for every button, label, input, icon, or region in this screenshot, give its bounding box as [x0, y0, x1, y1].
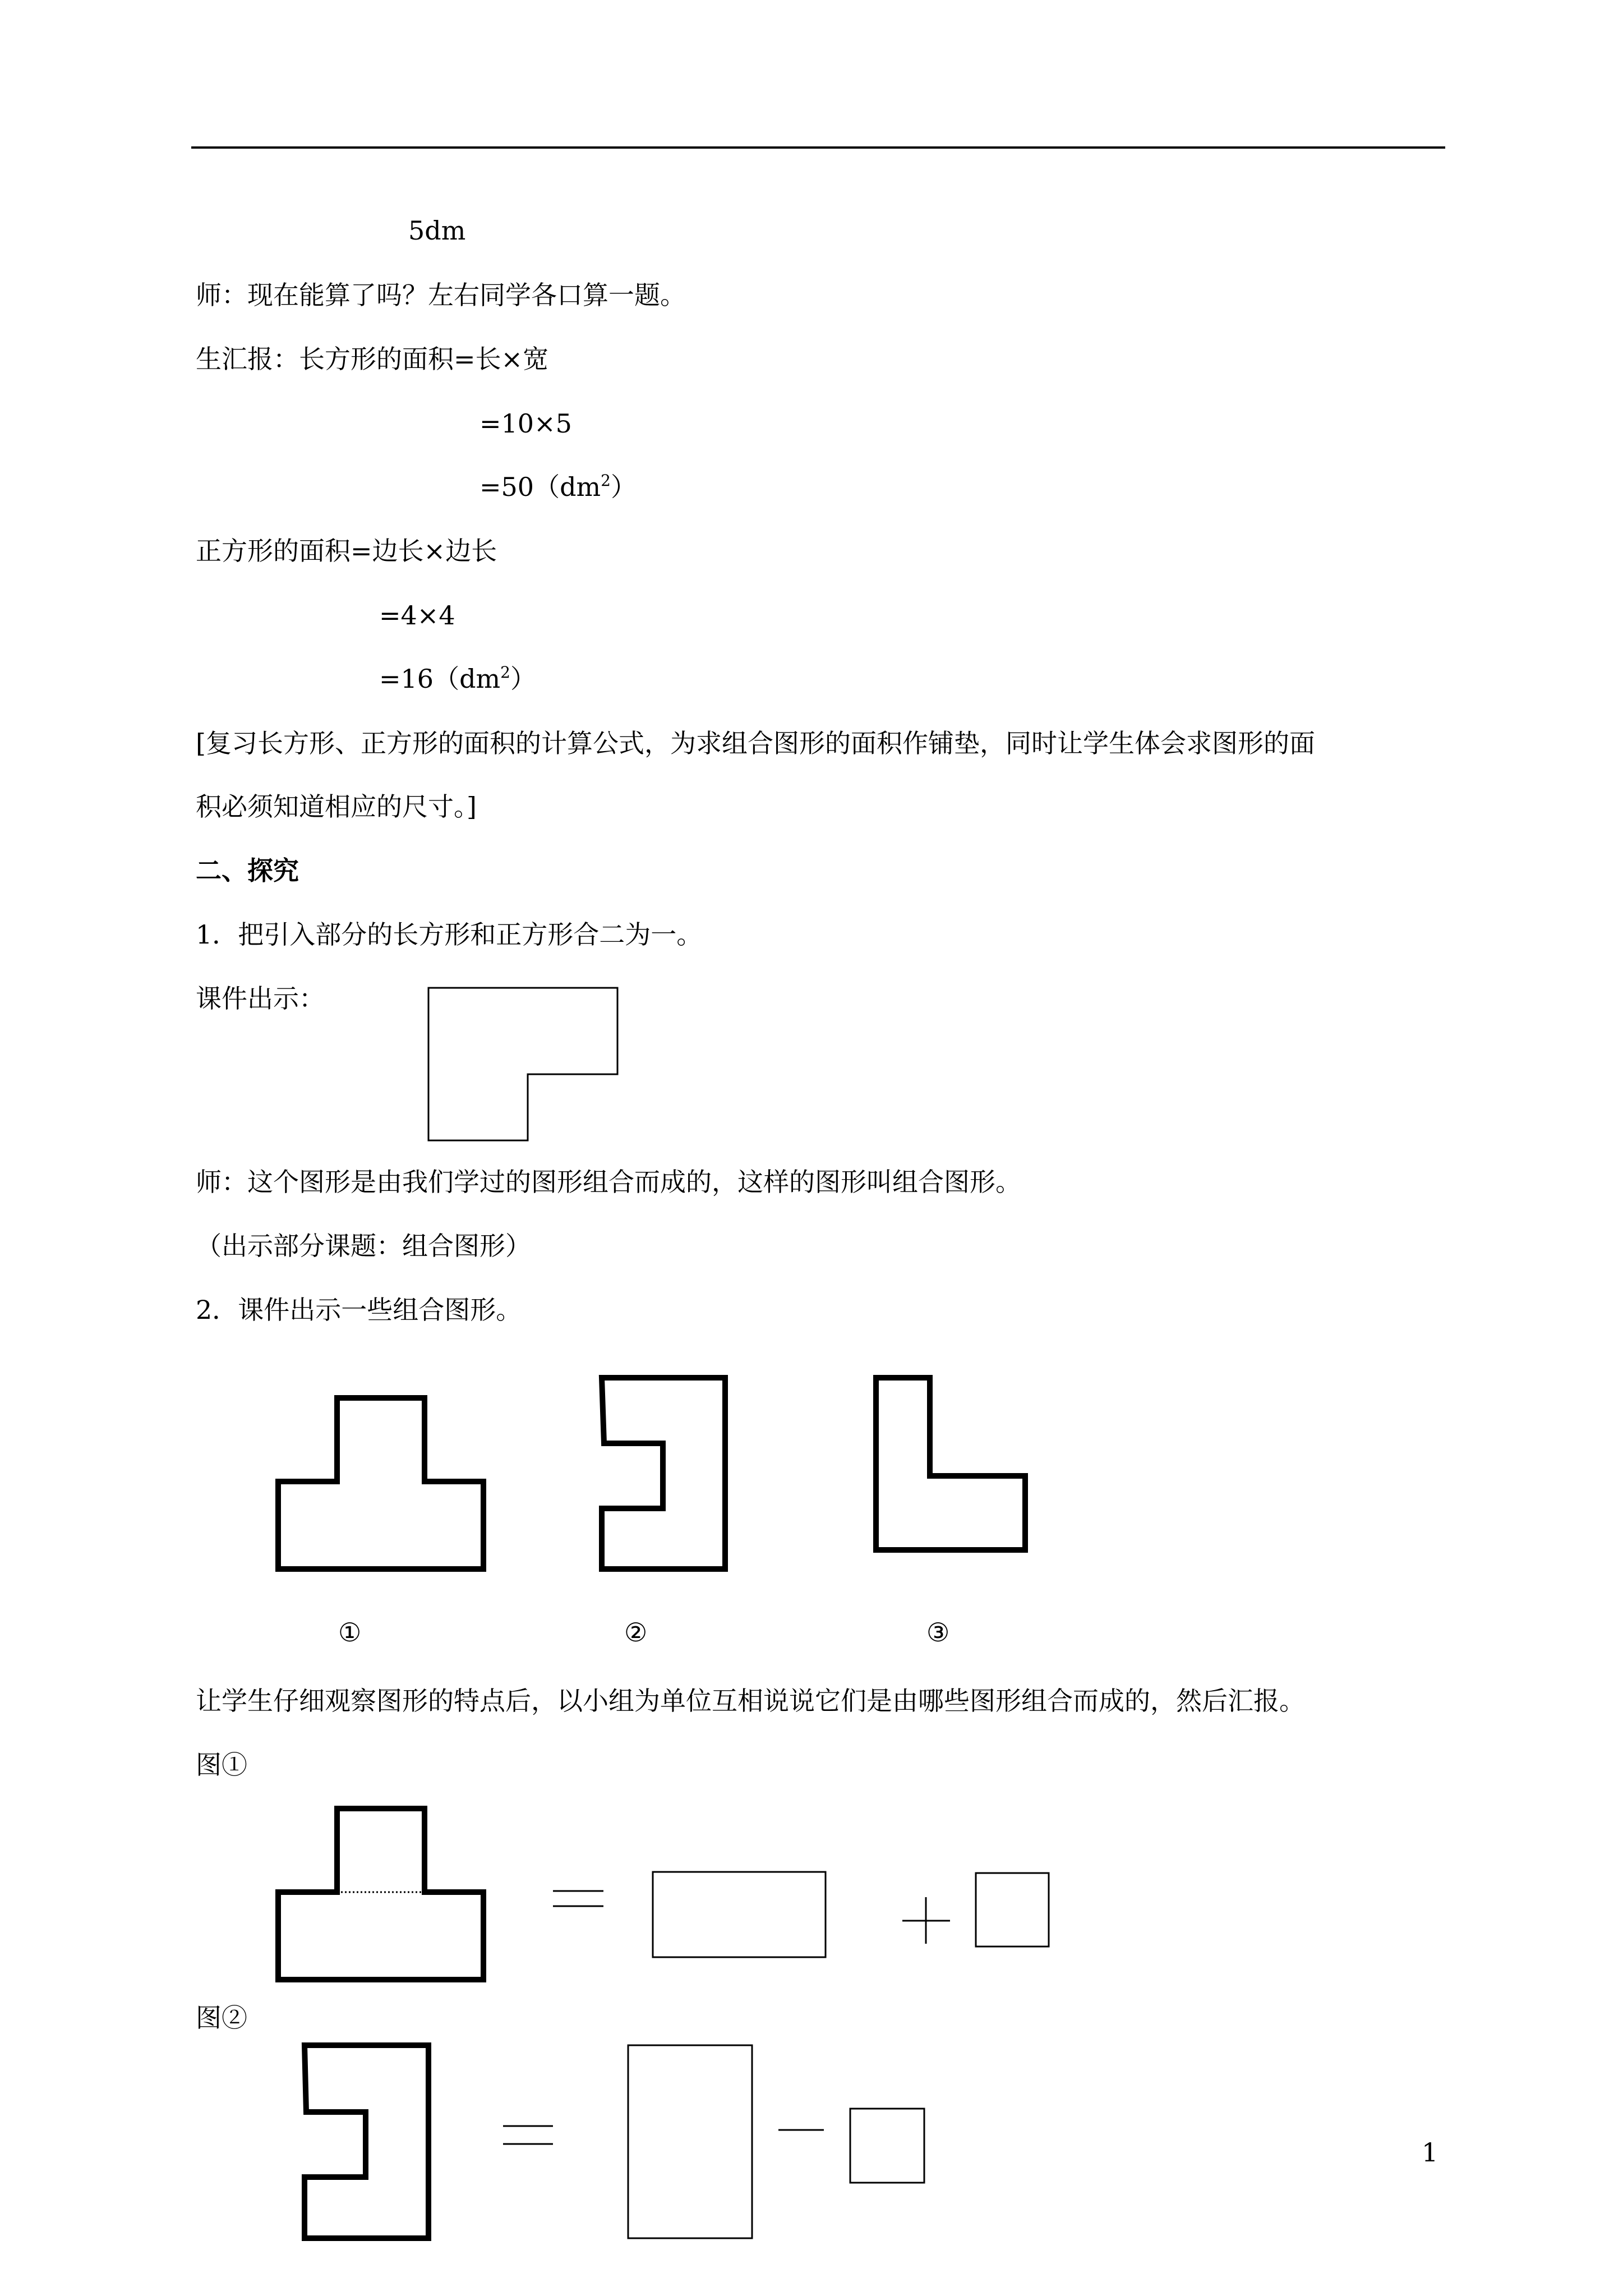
square-part	[976, 1873, 1049, 1947]
instruction-text: 让学生仔细观察图形的特点后，以小组为单位互相说说它们是由哪些图形组合而成的，然后汇报。	[196, 1686, 1305, 1716]
teacher-line: 师：现在能算了吗？左右同学各口算一题。	[196, 280, 686, 310]
rectangle-part	[653, 1872, 826, 1957]
section-heading: 二、探究	[196, 855, 299, 886]
c-shape-figure	[602, 1378, 725, 1569]
intro-l-shape	[428, 988, 617, 1140]
calc-result: $=16(dm^2)$	[379, 663, 536, 694]
note-text: [复习长方形、正方形的面积的计算公式，为求组合图形的面积作铺垫，同时让学生体会求图形的面	[196, 728, 1315, 758]
student-report: 生汇报：长方形的面积=长×宽	[196, 344, 549, 374]
figure-number: ②	[624, 1617, 648, 1648]
t-shape-figure	[278, 1398, 483, 1569]
figure-number: ①	[338, 1617, 362, 1648]
square-part	[850, 2109, 924, 2183]
teacher-line: 师：这个图形是由我们学过的图形组合而成的，这样的图形叫组合图形。	[196, 1167, 1021, 1197]
step-text: 1．把引入部分的长方形和正方形合二为一。	[196, 919, 703, 950]
l-shape-figure	[876, 1378, 1025, 1550]
figure-label: 图②	[196, 2003, 247, 2033]
calc-step: =10×5	[479, 408, 572, 439]
c-shape-figure	[305, 2045, 428, 2238]
calc-result: $=50(dm^2)$	[479, 471, 637, 502]
display-label: 课件出示：	[196, 983, 325, 1014]
calc-step: =4×4	[379, 600, 455, 631]
figure-number: ③	[926, 1617, 950, 1648]
note-text: 积必须知道相应的尺寸。]	[196, 792, 477, 822]
t-shape-figure	[278, 1809, 483, 1980]
rectangle-part	[628, 2045, 752, 2238]
subtitle-note: （出示部分课题：组合图形）	[196, 1231, 531, 1261]
dimension-label: 5dm	[408, 215, 466, 246]
figure-label: 图①	[196, 1750, 247, 1780]
page-number: 1	[1422, 2137, 1438, 2168]
square-formula: 正方形的面积=边长×边长	[196, 536, 497, 566]
step-text: 2．课件出示一些组合图形。	[196, 1295, 522, 1325]
